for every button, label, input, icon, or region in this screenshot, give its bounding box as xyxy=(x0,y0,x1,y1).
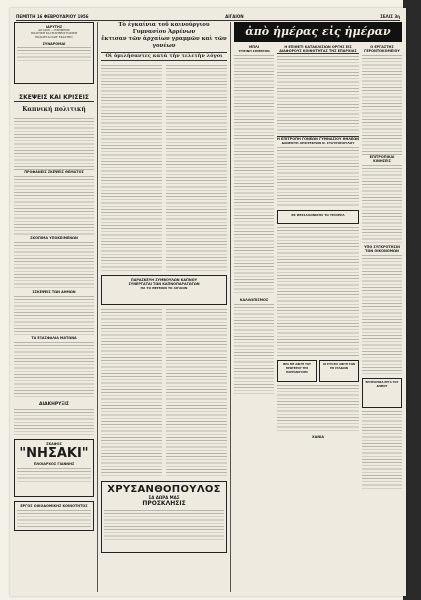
subscriptions-title: ΣΥΝΔΡΟΜΑΙ xyxy=(42,42,66,47)
bottom-box-title-2: ΧΑΝΙΑ xyxy=(312,435,324,439)
tobacco-box xyxy=(101,275,227,305)
section-subtitle: Καπνική πολιτική xyxy=(22,106,86,113)
daily-banner: ἀπὸ ἡμέρας εἰς ἡμέραν xyxy=(234,22,402,42)
tobacco-box-subtitle: ΣΥΝΕΡΓΑΤΑΙ ΤΩΝ ΚΑΠΝΟΠΑΡΑΓΩΓΩΝ xyxy=(128,282,200,286)
article-body xyxy=(101,65,162,271)
newspaper-page xyxy=(10,8,406,596)
right-col-subhead-2: ΥΠΟ ΣΥΓΚΡΟΤΗΣΙΝ ΤΩΝ ΟΙΚΟΝΟΜΩΝ xyxy=(364,245,400,253)
col-head: ΜΠΛΙ xyxy=(248,45,260,49)
publisher-title: ΙΔΡΥΤΗΣ xyxy=(45,25,63,29)
ad-small-title: ΣΚΑΦΟΣ xyxy=(46,442,62,446)
issue-date: ΠΕΜΠΤΗ 16 ΦΕΒΡΟΥΑΡΙΟΥ 1956 xyxy=(16,13,89,19)
publisher-box xyxy=(14,22,94,84)
ad-title: ΧΡΥΣΑΝΘΟΠΟΥΛΟΣ xyxy=(107,484,221,495)
article-body xyxy=(362,55,402,155)
article-body xyxy=(362,411,402,491)
section-title: ΣΚΕΨΕΙΣ ΚΑΙ ΚΡΙΣΕΙΣ xyxy=(14,94,94,102)
article-body xyxy=(166,309,227,477)
article-body xyxy=(362,255,402,375)
headline-3: Οἱ ὁμιλήσαντες κατὰ τὴν τελετὴν λόγοι xyxy=(101,52,227,61)
left-column xyxy=(14,22,94,592)
article-body xyxy=(234,304,274,394)
article-body xyxy=(234,55,274,295)
tobacco-box-title: ΠΑΡΑΣΚΕΥΗ ΣΥΜΒΟΥΛΩΝ ΚΑΠΝΟΥ xyxy=(130,278,198,282)
notice-title: ΔΙΑΚΗΡΥΞΙΣ xyxy=(38,402,70,407)
page-number: ΣΕΛΙΣ 3η xyxy=(380,13,400,19)
article-body xyxy=(101,309,162,477)
article-body xyxy=(14,296,94,336)
notice-box-1-title: ΘΕΑ ΜΕ ΑΦΙΞΗ ΤΟΥ ΠΡΩΤΕΡΟΥ ΤΗΣ ΠΑΡΕΛΘΟΥΣΗΣ xyxy=(283,363,311,374)
story-headline-2: Η ΕΠΙΤΡΟΠΗ ΓΟΝΕΩΝ ΓΥΜΝΑΣΙΟΥ ΘΗΛΕΩΝ xyxy=(277,137,359,141)
article-body xyxy=(277,227,359,357)
ad-bottom xyxy=(14,501,94,531)
running-header xyxy=(16,12,400,21)
thessaloniki-box-title: ΕΚ ΘΕΣΣΑΛΟΝΙΚΗΣ ΤΟ ΤΕΣΣΕΡΑ xyxy=(291,213,345,217)
article-body xyxy=(362,165,402,245)
column-rule xyxy=(230,22,231,592)
ad-big-title: "ΝΗΣΑΚΙ" xyxy=(19,446,89,461)
right-col-head: Ο ΕΡΓΑΣΤΗΣ ΓΕΡΟΝΤΟΚΟΜΕΙΟΥ xyxy=(364,45,400,53)
story-headline: Η ΕΠΙΘΕΤΙ ΚΑΤΑΚΛΙΣΙΩΝ ΟΡΓΗΣ ΕΙΣ ΔΙΑΦΟΡΟΥΣ ΚΟΙΝΟΤΗΤΑΣ ΤΗΣ ΕΠΑΡΧΙΑΣ xyxy=(277,45,359,54)
ad-subtitle-2: ΠΡΟΣΚΛΗΣΙΣ xyxy=(142,500,186,507)
right-narrow-column xyxy=(234,45,274,491)
notice-body xyxy=(14,409,94,435)
column-rule xyxy=(97,22,98,592)
notice-box-1 xyxy=(277,360,317,382)
article-body xyxy=(14,176,94,236)
subhead-3: ΣΣΚΕΨΕΙΣ ΤΩΝ ΔΗΜΩΝ xyxy=(32,290,76,294)
right-middle-column xyxy=(277,45,359,491)
publisher-line-3: ΕΚΔΙΔΕΤΑΙ ΚΑΘ' ΕΚΑΣΤΗΝ xyxy=(35,35,73,39)
subhead-1: ΠΡΟΦΑΝΕΙΣ ΣΚΕΨΕΙΣ ΘΕΜΑΤΟΣ xyxy=(24,170,84,174)
story-subhead-2: ΔΑΝΕΙΣΤΗ ΑΡΧΙΤΕΚΤΩΝ Ν. ΣΤΑΥΡΟΠΟΥΛΟΥ xyxy=(281,141,355,145)
right-section xyxy=(234,22,402,592)
subhead-4: ΤΑ ΕΞΑΣΦΑΛΙΑ ΜΑΤΩΝΑ xyxy=(31,336,77,340)
notice-box-3-title: ΕΠΙΤΡΟΠΙΚΑ ΕΡΓΑ ΤΟΥ ΔΗΜΟΥ xyxy=(365,381,399,388)
headline-1: Τὸ ἐγκαίνια τοῦ καινούργιου Γυμνασίου Ἀρρένων xyxy=(118,22,210,35)
article-body xyxy=(277,385,359,433)
headline-2: ἔκτισαν τῶν ἀρχαίων γραμμῶν καὶ τῶν γονέων xyxy=(101,36,227,49)
subhead-2: ΣΚΟΠΙΜΑ ΥΠΟΚΕΙΜΕΝΩΝ xyxy=(30,236,78,240)
publisher-line-2: ΠΟΛΙΤΙΚΗ ΚΑΙ ΕΙΔΗΣΕΟΓΡΑΦΙΚΗ xyxy=(30,32,78,36)
publisher-line-1: ΑΙΓΑΙΟΝ — ΕΦΗΜΕΡΙΣ xyxy=(38,29,70,32)
paper-name: ΑΙΓΑΙΟΝ xyxy=(225,13,244,19)
right-col-subhead: ΕΠΙΤΡΟΠΙΚΑΙ ΚΙΝΗΣΕΙΣ xyxy=(369,155,395,163)
thessaloniki-box xyxy=(277,210,359,224)
col-subhead: ΥΓΙΕΙΝΗ ΣΗΜΕΡΟΝ xyxy=(238,49,270,53)
right-outer-column xyxy=(362,45,402,491)
notice-box-2-title: ΟΙ ΕΞΗ ΕΙΣ ΑΦΙΞΗ ΤΩΝ ΕΠ ΣΤΑΔΙΩΝ xyxy=(322,363,355,370)
article-body xyxy=(14,342,94,398)
article-body xyxy=(14,118,94,170)
ad-bottom-title: ΕΡΓΟΣ ΟΙΚΟΔΟΜΙΚΗΣ ΚΟΙΝΟΤΗΤΟΣ xyxy=(20,504,88,508)
article-body xyxy=(166,65,227,271)
article-body xyxy=(277,147,359,207)
ad-subtitle: ΣΑ ΔΩΡΑ ΜΑΣ xyxy=(148,495,180,500)
ad-chrysanthopoulos xyxy=(101,481,227,553)
ad-nisaki xyxy=(14,439,94,497)
article-body xyxy=(277,56,359,136)
notice-box-2 xyxy=(319,360,359,382)
ad-big-subtitle: ΠΛΟΙΑΡΧΟΣ ΓΙΑΝΝΗΣ xyxy=(33,462,75,466)
article-body xyxy=(14,242,94,290)
notice-box-3 xyxy=(362,378,402,408)
bottom-box-title: ΚΑΛΛΩΠΙΣΜΟΣ xyxy=(239,298,269,302)
tobacco-box-subtitle-2: ΗΑ ΤΟ ΘΕΡΜΟΝ ΤΟ ΑΙΓΑΙΟΝ xyxy=(140,286,188,290)
center-columns xyxy=(101,22,227,592)
